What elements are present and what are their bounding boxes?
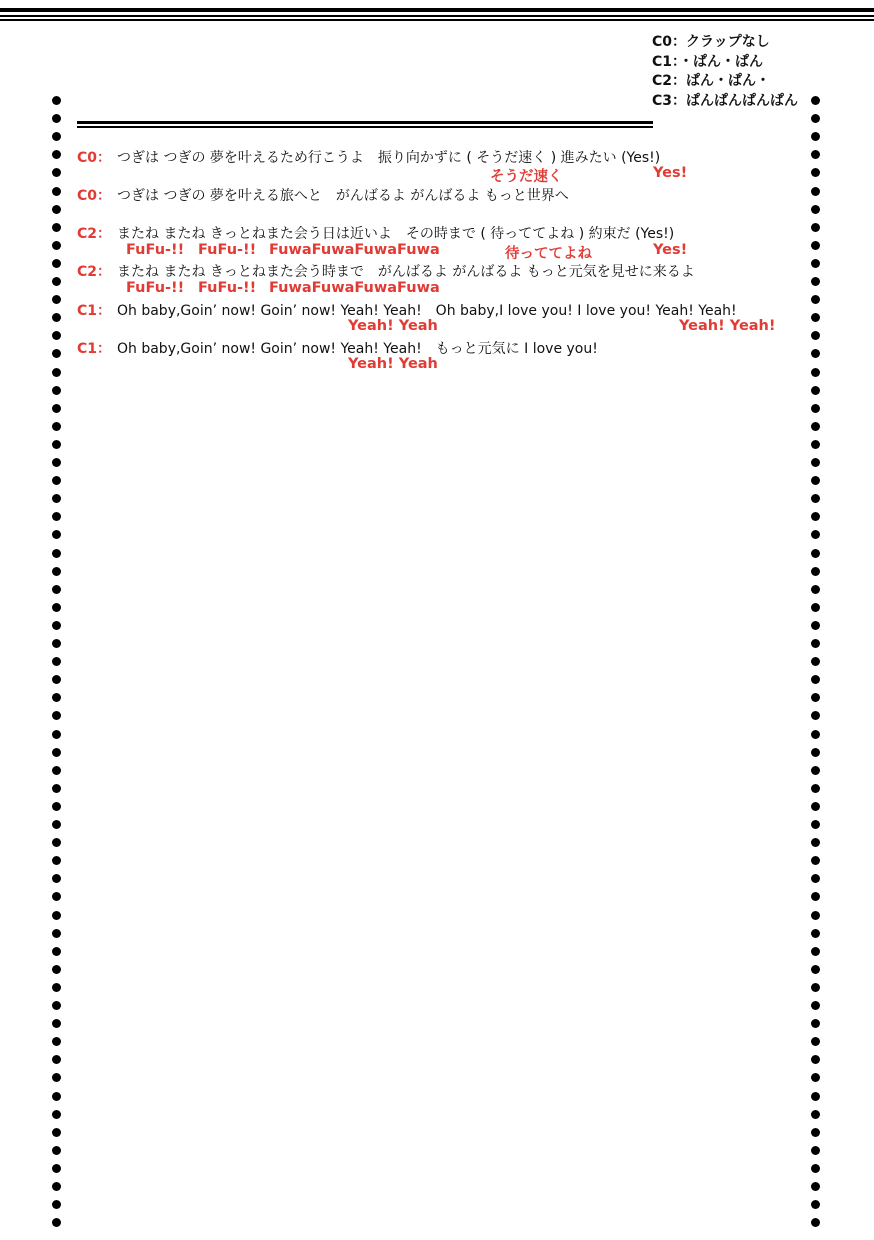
border-dot <box>52 96 61 105</box>
border-dot <box>52 947 61 956</box>
border-dot <box>811 1164 820 1173</box>
border-dot <box>811 585 820 594</box>
border-dot <box>811 567 820 576</box>
call-text: FuwaFuwaFuwaFuwa <box>269 242 440 258</box>
border-dot <box>811 1092 820 1101</box>
call-text: FuFu-!! <box>126 242 185 258</box>
border-dot <box>52 512 61 521</box>
top-border-rule-1 <box>0 8 874 12</box>
border-dot <box>52 1200 61 1209</box>
border-dot <box>811 368 820 377</box>
border-dot <box>52 892 61 901</box>
border-dot <box>811 965 820 974</box>
border-dot <box>52 983 61 992</box>
clap-tag: C2： <box>77 264 112 280</box>
border-dot <box>811 621 820 630</box>
call-text: Yes! <box>653 165 688 181</box>
border-dot <box>52 422 61 431</box>
border-dot <box>52 820 61 829</box>
border-dot <box>811 657 820 666</box>
border-dot <box>811 512 820 521</box>
border-dot <box>811 241 820 250</box>
border-dot <box>811 549 820 558</box>
border-dot <box>52 1073 61 1082</box>
border-dot <box>811 440 820 449</box>
border-dot <box>811 1128 820 1137</box>
call-text: Yeah! Yeah! <box>679 318 776 334</box>
border-dot <box>52 168 61 177</box>
border-dot <box>811 856 820 865</box>
border-dot <box>52 349 61 358</box>
border-dot <box>811 494 820 503</box>
border-dot <box>52 748 61 757</box>
border-dot <box>52 494 61 503</box>
border-dot <box>811 947 820 956</box>
border-dot <box>811 1073 820 1082</box>
border-dot <box>52 205 61 214</box>
border-dot <box>52 476 61 485</box>
legend-item-c1: C1：・ぱん・ぱん <box>652 53 764 70</box>
border-dot <box>811 1200 820 1209</box>
border-dot <box>52 132 61 141</box>
call-text: FuFu-!! <box>126 280 185 296</box>
border-dot <box>811 1019 820 1028</box>
border-dot <box>811 1182 820 1191</box>
border-dot <box>811 693 820 702</box>
call-text: Yeah! Yeah <box>348 318 438 334</box>
title-rule-top <box>77 121 653 124</box>
clap-tag: C0： <box>77 188 112 204</box>
border-dot <box>811 187 820 196</box>
clap-tag: C0： <box>77 150 112 166</box>
call-text: そうだ速く <box>490 169 563 185</box>
call-text: Yes! <box>653 242 688 258</box>
border-dot <box>811 929 820 938</box>
border-dot <box>52 802 61 811</box>
clap-tag: C2： <box>77 226 112 242</box>
border-dot <box>52 1037 61 1046</box>
border-dot <box>811 820 820 829</box>
border-dot <box>811 114 820 123</box>
border-dot <box>52 657 61 666</box>
border-dot <box>52 929 61 938</box>
border-dot <box>52 241 61 250</box>
border-dot <box>811 802 820 811</box>
border-dot <box>811 476 820 485</box>
legend-item-c2: C2：ぱん・ぱん・ <box>652 73 771 89</box>
border-dot <box>811 675 820 684</box>
border-dot <box>811 1037 820 1046</box>
call-text: FuFu-!! <box>198 280 257 296</box>
border-dot <box>811 295 820 304</box>
top-border-rule-2 <box>0 15 874 17</box>
border-dot <box>811 639 820 648</box>
border-dot <box>811 874 820 883</box>
border-dot <box>811 223 820 232</box>
border-dot <box>811 1055 820 1064</box>
border-dot <box>52 1019 61 1028</box>
title-rule-bottom <box>77 126 653 128</box>
border-dot <box>52 530 61 539</box>
border-dot <box>811 422 820 431</box>
border-dot <box>52 639 61 648</box>
call-text: FuFu-!! <box>198 242 257 258</box>
border-dot <box>52 784 61 793</box>
call-text: 待っててよね <box>505 246 592 262</box>
border-dot <box>811 711 820 720</box>
border-dot <box>811 96 820 105</box>
border-dot <box>811 313 820 322</box>
border-dot <box>52 440 61 449</box>
border-dot <box>52 404 61 413</box>
border-dot <box>52 567 61 576</box>
border-dot <box>52 675 61 684</box>
border-dot <box>52 766 61 775</box>
border-dot <box>52 1146 61 1155</box>
border-dot <box>811 331 820 340</box>
clap-legend <box>652 33 798 111</box>
border-dot <box>811 766 820 775</box>
border-dot <box>811 530 820 539</box>
border-dot <box>52 1128 61 1137</box>
border-dot <box>52 114 61 123</box>
border-dot <box>52 856 61 865</box>
clap-tag: C1： <box>77 303 112 319</box>
border-dot <box>811 277 820 286</box>
border-dot <box>811 911 820 920</box>
border-dot <box>811 983 820 992</box>
border-dot <box>52 187 61 196</box>
border-dot <box>52 331 61 340</box>
border-dot <box>811 458 820 467</box>
border-dot <box>52 730 61 739</box>
border-dot <box>52 693 61 702</box>
border-dot <box>811 168 820 177</box>
border-dot <box>52 838 61 847</box>
border-dot <box>811 349 820 358</box>
border-dot <box>52 1001 61 1010</box>
lyric-text: Oh baby,Goin’ now! Goin’ now! Yeah! Yeah! Oh baby,I love you! I love you! Yeah! Yeah! <box>117 303 737 319</box>
border-dot <box>52 549 61 558</box>
border-dot <box>52 603 61 612</box>
border-dot <box>52 295 61 304</box>
border-dot <box>52 1110 61 1119</box>
border-dot <box>52 1092 61 1101</box>
clap-tag: C1： <box>77 341 112 357</box>
border-dot <box>811 892 820 901</box>
border-dot <box>811 1146 820 1155</box>
lyric-text: つぎは つぎの 夢を叶える旅へと がんばるよ がんばるよ もっと世界へ <box>117 188 569 204</box>
legend-item-c0: C0：クラップなし <box>652 34 770 50</box>
lyric-text: またね またね きっとねまた会う日は近いよ その時まで ( 待っててよね ) 約束だ (Yes!) <box>117 226 675 242</box>
border-dot <box>52 621 61 630</box>
border-dot <box>811 1218 820 1227</box>
border-dot <box>811 150 820 159</box>
border-dot <box>811 386 820 395</box>
border-dot <box>52 458 61 467</box>
border-dot <box>52 711 61 720</box>
lyric-text: つぎは つぎの 夢を叶えるため行こうよ 振り向かずに ( そうだ速く ) 進みたい (Yes!) <box>117 150 661 166</box>
border-dot <box>52 874 61 883</box>
border-dot <box>811 603 820 612</box>
border-dot <box>52 313 61 322</box>
border-dot <box>52 259 61 268</box>
border-dot <box>52 965 61 974</box>
border-dot <box>52 1218 61 1227</box>
border-dot <box>52 277 61 286</box>
border-dot <box>52 368 61 377</box>
legend-item-c3: C3：ぱんぱんぱんぱん <box>652 92 799 109</box>
border-dot <box>52 1164 61 1173</box>
border-dot <box>811 1110 820 1119</box>
top-border-rule-3 <box>0 19 874 21</box>
border-dot <box>811 205 820 214</box>
lyric-text: Oh baby,Goin’ now! Goin’ now! Yeah! Yeah! もっと元気に I love you! <box>117 341 598 357</box>
border-dot <box>811 404 820 413</box>
border-dot <box>52 386 61 395</box>
border-dot <box>52 150 61 159</box>
border-dot <box>52 1182 61 1191</box>
border-dot <box>811 748 820 757</box>
border-dot <box>811 1001 820 1010</box>
right-dotted-border <box>811 96 821 1234</box>
border-dot <box>811 132 820 141</box>
border-dot <box>811 838 820 847</box>
border-dot <box>52 911 61 920</box>
border-dot <box>811 784 820 793</box>
call-text: FuwaFuwaFuwaFuwa <box>269 280 440 296</box>
border-dot <box>52 585 61 594</box>
border-dot <box>52 223 61 232</box>
lyric-text: またね またね きっとねまた会う時まで がんばるよ がんばるよ もっと元気を見せに来るよ <box>117 264 695 280</box>
border-dot <box>811 259 820 268</box>
border-dot <box>811 730 820 739</box>
border-dot <box>52 1055 61 1064</box>
left-dotted-border <box>52 96 62 1234</box>
call-text: Yeah! Yeah <box>348 356 438 372</box>
